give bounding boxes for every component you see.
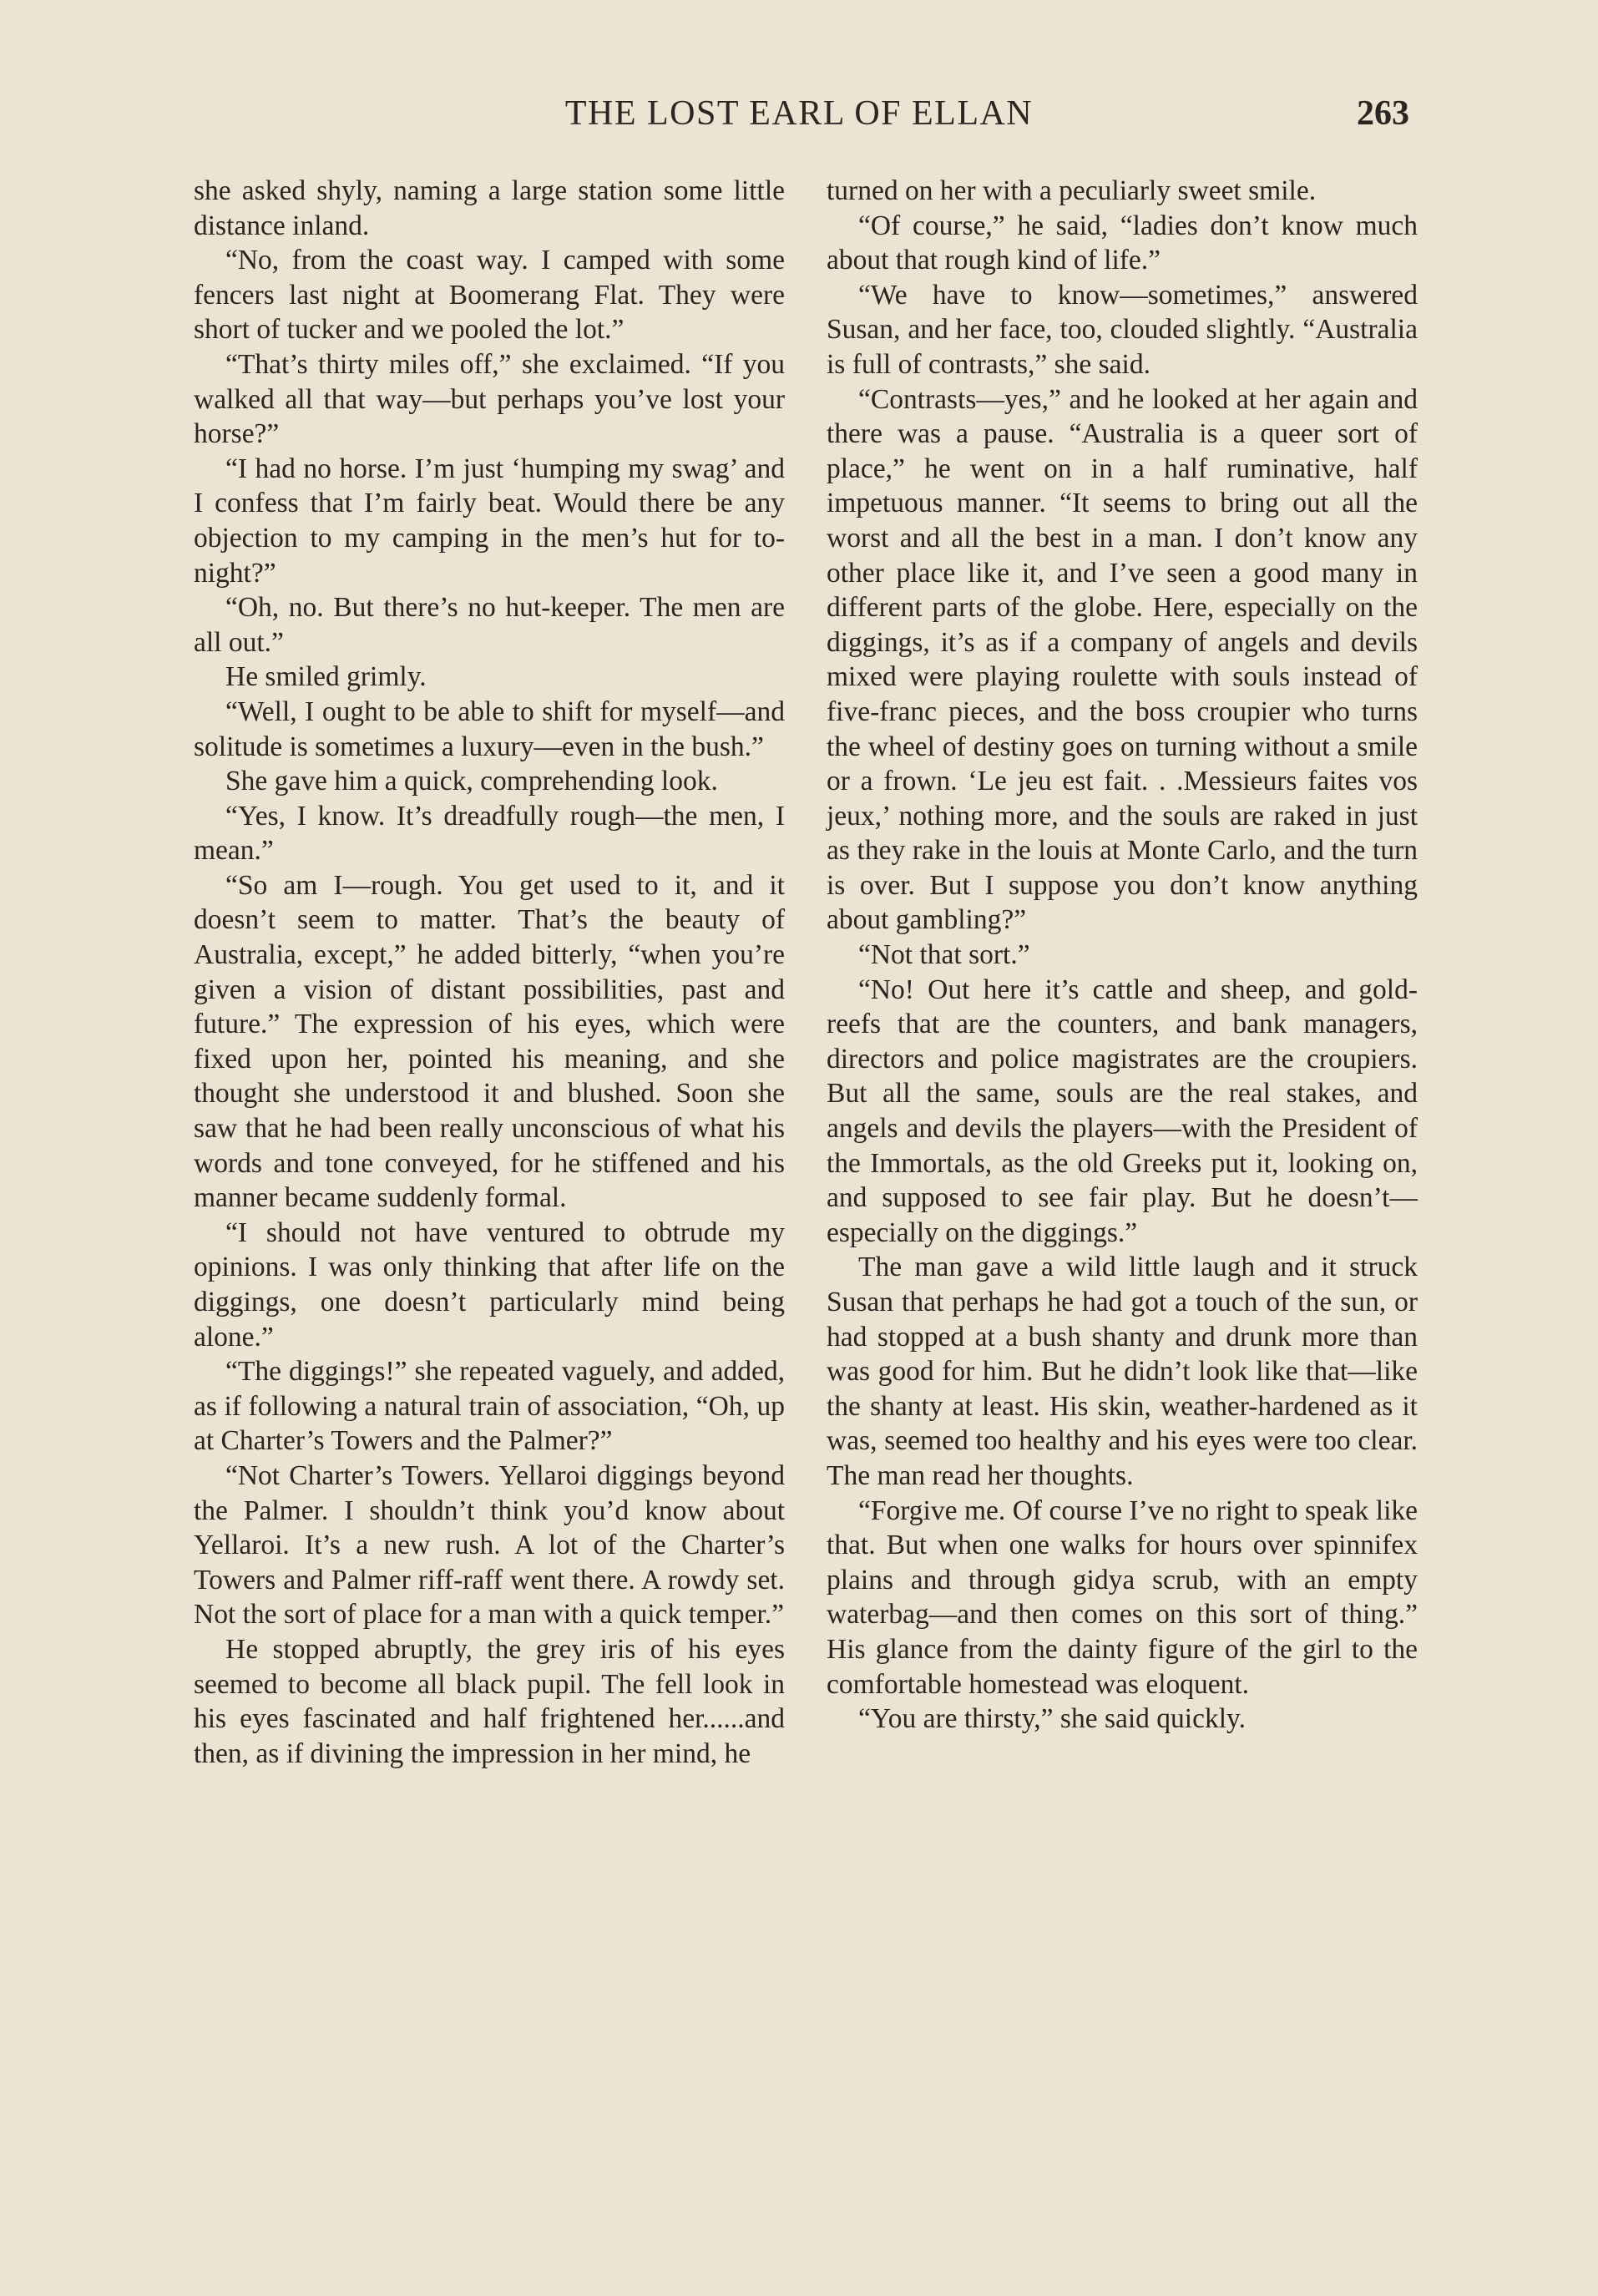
paragraph: “No! Out here it’s cattle and sheep, and gold-reefs that are the counters, and bank managers, directors and police magistrates are the croupiers. But all the same, souls are the real stakes, and angels and devils the players—with the President of the Immortals, as the old Greeks put it, looking on, and supposed to see fair play. But he doesn’t—especially on the diggings.” (827, 974, 1418, 1248)
paragraph: turned on her with a peculiarly sweet smile. (827, 175, 1317, 206)
paragraph: “You are thirsty,” she said quickly. (858, 1703, 1246, 1735)
paragraph: He stopped abruptly, the grey iris of his eyes seemed to become all black pupil. The fell look in his eyes fascinated and half frightened her......and then, as if divining the impression in her mind, he (194, 1633, 785, 1769)
paragraph: “We have to know—sometimes,” answered Susan, and her face, too, clouded slightly. “Australia is full of contrasts,” she said. (827, 279, 1418, 380)
paragraph: “The diggings!” she repeated vaguely, and added, as if following a natural train of association, “Oh, up at Charter’s Towers and the Palmer?” (194, 1356, 785, 1457)
paragraph: “Forgive me. Of course I’ve no right to speak like that. But when one walks for hours over spinnifex plains and through gidya scrub, with an empty waterbag—and then comes on this sort of thing.” His glance from the dainty figure of the girl to the comfortable homestead was eloquent. (827, 1494, 1418, 1700)
paragraph: “Contrasts—yes,” and he looked at her again and there was a pause. “Australia is a queer sort of place,” he went on in a half ruminative, half impetuous manner. “It seems to bring out all the worst and all the best in a man. I don’t know any other place like it, and I’ve seen a good many in different parts of the globe. Here, especially on the diggings, it’s as if a company of angels and devils mixed were playing roulette with souls instead of five-franc pieces, and the boss croupier who turns the wheel of destiny goes on turning without a smile or a frown. ‘Le jeu est fait. . .Messieurs faites vos jeux,’ nothing more, and the souls are raked in just as they rake in the louis at Monte Carlo, and the turn is over. But I suppose you don’t know anything about gambling?” (827, 383, 1418, 936)
paragraph: He smiled grimly. (225, 661, 427, 693)
paragraph: “I should not have ventured to obtrude my opinions. I was only thinking that after life on the diggings, one doesn’t particularly mind being alone.” (194, 1216, 785, 1353)
paragraph: “That’s thirty miles off,” she exclaimed. “If you walked all that way—but perhaps you’ve lost your horse?” (194, 348, 785, 450)
paragraph: “Of course,” he said, “ladies don’t know much about that rough kind of life.” (827, 210, 1418, 276)
paragraph: “No, from the coast way. I camped with some fencers last night at Boomerang Flat. They were short of tucker and we pooled the lot.” (194, 245, 785, 346)
right-column (827, 174, 1418, 1737)
running-title: THE LOST EARL OF ELLAN (564, 94, 1034, 133)
paragraph: she asked shyly, naming a large station some little distance inland. (194, 175, 785, 241)
paragraph: “Yes, I know. It’s dreadfully rough—the men, I mean.” (194, 800, 785, 867)
paragraph: The man gave a wild little laugh and it struck Susan that perhaps he had got a touch of the sun, or had stopped at a bush shanty and drunk more than was good for him. But he didn’t look like that—like the shanty at least. His skin, weather-hardened as it was, seemed too healthy and his eyes were too clear. The man read her thoughts. (827, 1252, 1418, 1491)
paragraph: “Not Charter’s Towers. Yellaroi diggings beyond the Palmer. I shouldn’t think you’d know about Yellaroi. It’s a new rush. A lot of the Charter’s Towers and Palmer riff-raff went there. A rowdy set. Not the sort of place for a man with a quick temper.” (194, 1459, 785, 1631)
page-number: 263 (1357, 94, 1409, 133)
paragraph: “I had no horse. I’m just ‘humping my swag’ and I confess that I’m fairly beat. Would there be any objection to my camping in the men’s hut for to-night?” (194, 453, 785, 589)
paragraph: “Oh, no. But there’s no hut-keeper. The men are all out.” (194, 592, 785, 658)
paragraph: “Not that sort.” (858, 939, 1030, 971)
paragraph: “Well, I ought to be able to shift for myself—and solitude is sometimes a luxury—even in the bush.” (194, 695, 785, 762)
left-column (194, 174, 785, 1771)
paragraph: “So am I—rough. You get used to it, and it doesn’t seem to matter. That’s the beauty of Australia, except,” he added bitterly, “when you’re given a vision of distant possibilities, past and future.” The expression of his eyes, which were fixed upon her, pointed his meaning, and she thought she understood it and blushed. Soon she saw that he had been really unconscious of what his words and tone conveyed, for he stiffened and his manner became suddenly formal. (194, 869, 785, 1214)
paragraph: She gave him a quick, comprehending look. (225, 766, 718, 797)
running-head (0, 94, 1598, 144)
